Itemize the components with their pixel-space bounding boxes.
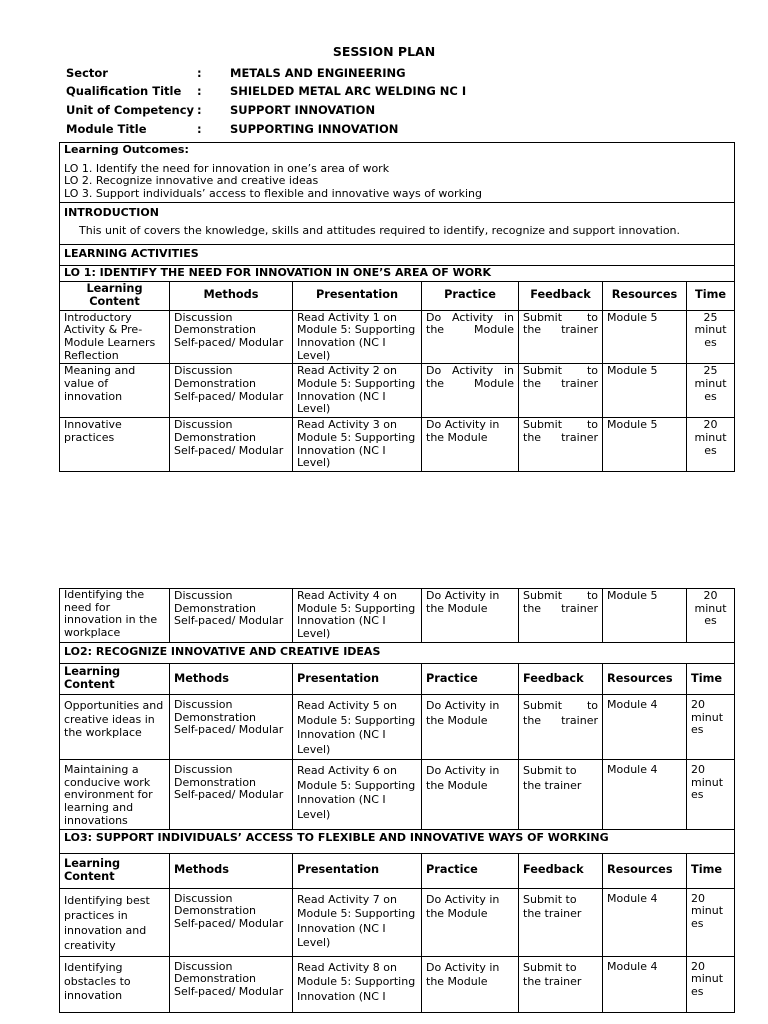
cell-presentation: Read Activity 3 on Module 5: Supporting Innovation (NC I Level) — [293, 418, 422, 472]
cell-content: Identifying best practices in innovation and creativity — [60, 888, 170, 956]
header-colon: : — [197, 84, 202, 98]
header-label: Qualification Title — [66, 84, 182, 98]
method-item: Demonstration — [174, 904, 257, 918]
method-item: Self-paced/ Modular — [174, 788, 284, 802]
cell-practice: Do Activity in the Module — [422, 956, 519, 1012]
table-row — [60, 695, 735, 760]
col-presentation: Presentation — [293, 664, 422, 695]
cell-resources: Module 4 — [603, 888, 687, 956]
introduction-row — [60, 202, 735, 244]
method-item: Self-paced/ Modular — [174, 389, 284, 403]
method-item: Demonstration — [174, 972, 257, 986]
cell-methods — [170, 364, 293, 418]
learning-outcomes-row — [60, 143, 735, 203]
cell-practice: Do Activity in the Module — [422, 760, 519, 830]
cell-presentation: Read Activity 5 on Module 5: Supporting Innovation (NC I Level) — [293, 695, 422, 760]
method-item: Self-paced/ Modular — [174, 984, 284, 998]
method-item: Demonstration — [174, 601, 257, 615]
col-resources: Resources — [603, 281, 687, 310]
column-header-row — [60, 281, 735, 310]
cell-presentation: Read Activity 4 on Module 5: Supporting Innovation (NC I Level) — [293, 589, 422, 643]
cell-feedback: Submit to the trainer — [519, 310, 603, 364]
col-learning-content: Learning Content — [60, 281, 170, 310]
table-row — [60, 589, 735, 643]
cell-content: Innovative practices — [60, 418, 170, 472]
table-row — [60, 760, 735, 830]
cell-practice: Do Activity in the Module — [422, 418, 519, 472]
col-feedback: Feedback — [519, 853, 603, 888]
cell-content: Introductory Activity & Pre-Module Learners Reflection — [60, 310, 170, 364]
col-practice: Practice — [422, 281, 519, 310]
header-label: Module Title — [66, 122, 147, 136]
col-presentation: Presentation — [293, 853, 422, 888]
cell-feedback: Submit to the trainer — [519, 888, 603, 956]
col-time: Time — [687, 281, 735, 310]
introduction-text: This unit of covers the knowledge, skills and attitudes required to identify, recognize and support innovation. — [79, 223, 681, 237]
cell-resources: Module 4 — [603, 956, 687, 1012]
learning-outcome-item: LO 3. Support individuals’ access to flexible and innovative ways of working — [64, 187, 482, 201]
cell-feedback: Submit to the trainer — [519, 695, 603, 760]
cell-time: 25 minut es — [687, 364, 735, 418]
cell-methods — [170, 589, 293, 643]
cell-feedback: Submit to the trainer — [519, 760, 603, 830]
method-item: Discussion — [174, 959, 233, 973]
method-item: Self-paced/ Modular — [174, 335, 284, 349]
lo3-heading: LO3: SUPPORT INDIVIDUALS’ ACCESS TO FLEXIBLE AND INNOVATIVE WAYS OF WORKING — [60, 829, 735, 853]
table-row — [60, 364, 735, 418]
header-value: SHIELDED METAL ARC WELDING NC I — [230, 84, 467, 98]
col-methods: Methods — [170, 664, 293, 695]
cell-methods — [170, 956, 293, 1012]
col-methods: Methods — [170, 281, 293, 310]
cell-time: 20 minut es — [687, 418, 735, 472]
header-colon: : — [197, 122, 202, 136]
cell-time: 20 minut es — [687, 589, 735, 643]
learning-activities-heading: LEARNING ACTIVITIES — [60, 244, 735, 265]
header-colon: : — [197, 103, 202, 117]
cell-presentation: Read Activity 7 on Module 5: Supporting Innovation (NC I Level) — [293, 888, 422, 956]
cell-feedback: Submit to the trainer — [519, 364, 603, 418]
session-table-part-2 — [59, 588, 735, 1013]
cell-content: Opportunities and creative ideas in the workplace — [60, 695, 170, 760]
method-item: Self-paced/ Modular — [174, 723, 284, 737]
col-resources: Resources — [603, 664, 687, 695]
cell-feedback: Submit to the trainer — [519, 418, 603, 472]
lo1-heading: LO 1: IDENTIFY THE NEED FOR INNOVATION IN ONE’S AREA OF WORK — [60, 265, 735, 281]
cell-content: Identifying the need for innovation in the workplace — [60, 589, 170, 643]
cell-content: Maintaining a conducive work environment for learning and innovations — [60, 760, 170, 830]
method-item: Demonstration — [174, 430, 257, 444]
col-presentation: Presentation — [293, 281, 422, 310]
method-item: Discussion — [174, 698, 233, 711]
col-learning-content: Learning Content — [60, 664, 170, 695]
cell-practice: Do Activity in the Module — [422, 695, 519, 760]
cell-resources: Module 5 — [603, 364, 687, 418]
method-item: Self-paced/ Modular — [174, 443, 284, 457]
method-item: Discussion — [174, 763, 233, 776]
method-item: Discussion — [174, 310, 233, 324]
method-item: Self-paced/ Modular — [174, 916, 284, 930]
page-title: SESSION PLAN — [332, 44, 436, 59]
col-resources: Resources — [603, 853, 687, 888]
cell-time: 20 minut es — [687, 956, 735, 1012]
learning-outcome-item: LO 1. Identify the need for innovation in one’s area of work — [64, 161, 390, 175]
cell-resources: Module 4 — [603, 695, 687, 760]
cell-feedback: Submit to the trainer — [519, 956, 603, 1012]
cell-time: 20 minut es — [687, 695, 735, 760]
cell-content: Identifying obstacles to innovation — [60, 956, 170, 1012]
method-item: Demonstration — [174, 775, 257, 789]
cell-time: 20 minut es — [687, 760, 735, 830]
table-row — [60, 418, 735, 472]
method-item: Discussion — [174, 891, 233, 905]
cell-time: 20 minut es — [687, 888, 735, 956]
cell-content: Meaning and value of innovation — [60, 364, 170, 418]
cell-practice: Do Activity in the Module — [422, 310, 519, 364]
header-label: Sector — [66, 66, 108, 80]
cell-methods — [170, 760, 293, 830]
cell-methods — [170, 310, 293, 364]
col-practice: Practice — [422, 853, 519, 888]
cell-presentation: Read Activity 2 on Module 5: Supporting Innovation (NC I Level) — [293, 364, 422, 418]
cell-resources: Module 5 — [603, 310, 687, 364]
lo2-heading: LO2: RECOGNIZE INNOVATIVE AND CREATIVE IDEAS — [60, 643, 735, 664]
cell-resources: Module 5 — [603, 418, 687, 472]
cell-practice: Do Activity in the Module — [422, 888, 519, 956]
lo2-heading-row — [60, 643, 735, 664]
col-practice: Practice — [422, 664, 519, 695]
header-value: METALS AND ENGINEERING — [230, 66, 406, 80]
cell-time: 25 minut es — [687, 310, 735, 364]
cell-presentation: Read Activity 8 on Module 5: Supporting Innovation (NC I — [293, 956, 422, 1012]
col-methods: Methods — [170, 853, 293, 888]
header-label: Unit of Competency — [66, 103, 195, 117]
header-value: SUPPORT INNOVATION — [230, 103, 376, 117]
learning-activities-row — [60, 244, 735, 265]
session-table-part-1 — [59, 142, 735, 472]
method-item: Demonstration — [174, 323, 257, 337]
method-item: Discussion — [174, 364, 233, 378]
cell-presentation: Read Activity 1 on Module 5: Supporting Innovation (NC I Level) — [293, 310, 422, 364]
method-item: Self-paced/ Modular — [174, 614, 284, 628]
column-header-row — [60, 664, 735, 695]
table-row — [60, 888, 735, 956]
table-row — [60, 310, 735, 364]
col-feedback: Feedback — [519, 664, 603, 695]
method-item: Discussion — [174, 589, 233, 602]
header-value: SUPPORTING INNOVATION — [230, 122, 399, 136]
col-time: Time — [687, 853, 735, 888]
method-item: Demonstration — [174, 377, 257, 391]
col-feedback: Feedback — [519, 281, 603, 310]
cell-feedback: Submit to the trainer — [519, 589, 603, 643]
col-learning-content: Learning Content — [60, 853, 170, 888]
table-row — [60, 956, 735, 1012]
learning-outcomes-heading: Learning Outcomes: — [64, 143, 189, 156]
column-header-row — [60, 853, 735, 888]
cell-resources: Module 5 — [603, 589, 687, 643]
cell-practice: Do Activity in the Module — [422, 589, 519, 643]
lo3-heading-row — [60, 829, 735, 853]
cell-resources: Module 4 — [603, 760, 687, 830]
method-item: Discussion — [174, 418, 233, 432]
cell-practice: Do Activity in the Module — [422, 364, 519, 418]
introduction-heading: INTRODUCTION — [64, 205, 159, 219]
learning-outcome-item: LO 2. Recognize innovative and creative ideas — [64, 174, 319, 188]
lo1-heading-row — [60, 265, 735, 281]
cell-methods — [170, 695, 293, 760]
method-item: Demonstration — [174, 710, 257, 724]
header-colon: : — [197, 66, 202, 80]
cell-methods — [170, 418, 293, 472]
cell-presentation: Read Activity 6 on Module 5: Supporting Innovation (NC I Level) — [293, 760, 422, 830]
col-time: Time — [687, 664, 735, 695]
cell-methods — [170, 888, 293, 956]
